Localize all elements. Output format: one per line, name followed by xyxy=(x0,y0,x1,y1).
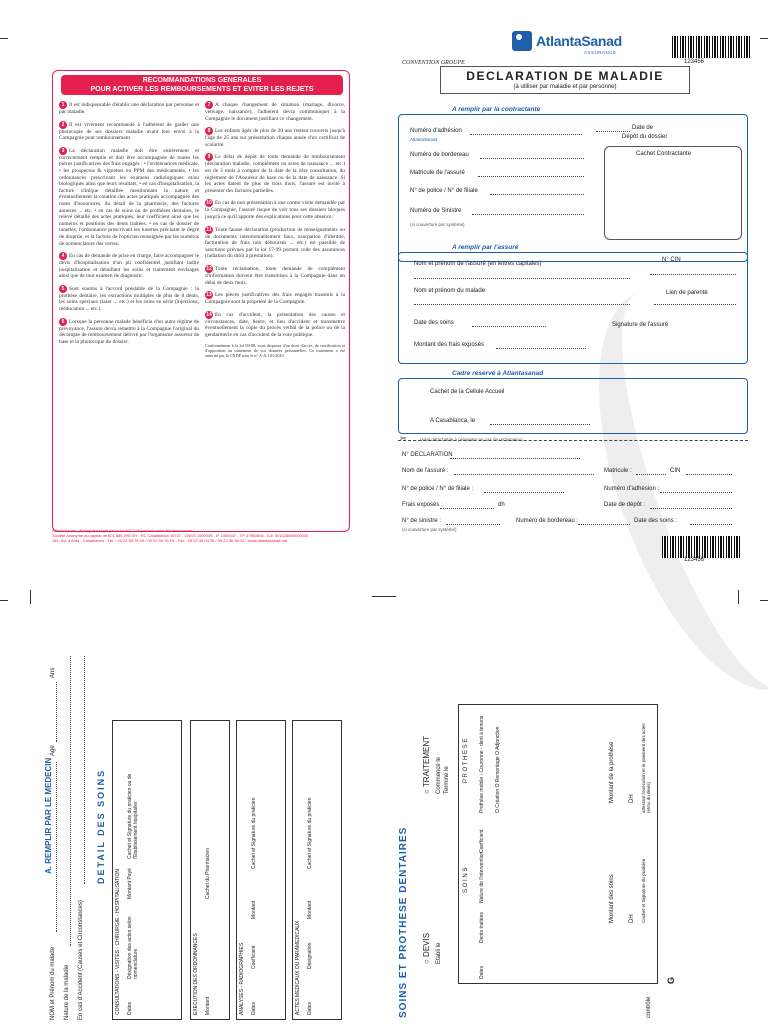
v-soins-field[interactable] xyxy=(690,524,732,525)
v-bordereau-field[interactable] xyxy=(578,524,630,525)
recommendation-text: En cas de demande de prise en charge, faire accompagner le devis d'hospitalisation d'un pli confidentiel justifiant ladite hospitalisation et détaillant les soins et traitement envisagés ainsi que de tout examen de diagnostic. xyxy=(59,253,199,280)
recommendation-number: 14 xyxy=(206,311,212,318)
crop-mark xyxy=(0,38,8,39)
recommendations-title: RECOMMANDATIONS GENERALES xyxy=(142,77,262,84)
recommendation-text: La déclaration maladie doit être entièrement et correctement remplie et doit être accompagnée de toutes les pièces justificatives des frais engagés : • l'ordonnances médicale, • les prospectus & vignettes ou PPM des médicaments, • les ordonnances prescrivant les examens radiologiques et/ou biologiques ainsi que leurs résultats, • en cas d'hospitalisation, la facture clinique détaillée mentionnant la nature et éventuellement la cotation des actes pratiqués accompagnée des notes d'honoraires, du détail de la pharmacie, des factures annexes ... etc. • en cas de soins ou de prothèses dentaires, le relevé détaillé des actes pratiqués, leur coefficient ainsi que les numéros et positions des dents traitées. • en cas de dossier de lunettes, l'ordonnance prescrivant les lunettes précisant le degré de dioptrie, et la facture de l'opticien renseignée par les numéros de nomenclature des verres. xyxy=(59,147,199,247)
recommendation-item xyxy=(59,252,199,280)
recommendation-text: Les pièces justificatives des frais engagés transmis à la Compagnie sont la propriété de la Compagnie. xyxy=(205,292,345,306)
crop-mark xyxy=(0,600,8,601)
montant-field[interactable] xyxy=(496,348,586,349)
recommendations-right-column xyxy=(205,101,345,363)
atlantasanad-logo xyxy=(512,30,622,52)
v-bordereau-label: Numéro de bordereau : xyxy=(516,518,579,524)
recommendation-item xyxy=(205,265,345,286)
medecin-ans-label: Ans xyxy=(50,667,56,678)
date-depot-field[interactable] xyxy=(596,131,630,132)
adhesion-small-label: AtlantaSanad xyxy=(410,137,438,142)
crop-mark xyxy=(760,38,768,39)
bordereau-field[interactable] xyxy=(480,158,584,159)
analyses-cachet: Cachet et Signature du praticien xyxy=(251,797,257,869)
v-frais-field[interactable] xyxy=(440,508,494,509)
actes-designation: Désignation xyxy=(307,942,313,969)
recommendation-item xyxy=(59,121,199,142)
v-adhesion-label: Numéro d'adhésion : xyxy=(604,486,660,492)
recommendation-text: Il est indispensable d'établir une déclaration par personne et par maladie. xyxy=(59,102,199,115)
consult-header: CONSULTATIONS - VISITES - CHIRURGIE - HOSPITALISATION xyxy=(115,869,121,1015)
analyses-table xyxy=(236,720,286,1020)
nom-malade-field[interactable] xyxy=(414,304,630,305)
recommendation-number: 3 xyxy=(59,147,67,155)
medecin-title: A. REMPLIR PAR LE MEDECIN xyxy=(44,757,53,874)
logo-subtitle: ASSURANCE xyxy=(584,50,617,55)
cndp-note: Conformément à la loi 09-08, vous disposez d'un droit d'accès, de rectification et d'opposition au traitement de vos données personnelles. Ce traitement a été autorisé par la CNDP sous le n° A-A-101/2010 xyxy=(205,343,345,359)
v-cin-label: CIN xyxy=(670,468,681,474)
recommendations-title-2: POUR ACTIVER LES REMBOURSEMENTS ET EVITER LES REJETS xyxy=(90,86,314,93)
footer-line-2: Société Anonyme au capital de 601.685.290 DH - RC Casablanca 16747 - CNSS 1000939 - IF 1080037 - TP 37960608 - ICE 001528889000034 xyxy=(52,533,309,538)
v-depot-label: Date de dépôt : xyxy=(604,502,646,508)
soins-dates: Dates xyxy=(479,965,485,979)
dentaire-title: SOINS ET PROTHESE DENTAIRES xyxy=(398,826,409,1018)
medecin-nom-label: NOM et Prénom du malade xyxy=(50,946,56,1020)
nom-assure-field[interactable] xyxy=(414,278,630,279)
recommendation-number: 12 xyxy=(206,265,212,272)
adhesion-field[interactable] xyxy=(470,134,582,135)
termine-label: Terminé le xyxy=(444,766,450,794)
consult-montant: Montant Payé xyxy=(127,868,133,899)
scissors-icon: ✂ xyxy=(400,434,407,443)
soins-table xyxy=(458,704,658,984)
dental-chart-g: G xyxy=(666,976,676,984)
consultations-table xyxy=(112,720,182,1020)
footer-line-3: 181, Bd. d'Anfa - Casablanca - Tél. : 05 22 95 76 00 / 05 22 95 76 16 - Fax : 05 22 36 04 36 / 05 22 36 98 12 - www.atlantasanad.ma xyxy=(52,538,288,543)
police-field[interactable] xyxy=(490,194,584,195)
medecin-nature-label: Nature de la maladie xyxy=(64,964,70,1020)
v-couverture-note: (si couverture par système) xyxy=(402,527,457,532)
medecin-page xyxy=(36,604,356,1024)
adhesion-label: Numéro d'adhésion xyxy=(410,128,462,134)
depot-dossier-label: Dépôt du dossier xyxy=(622,134,668,140)
recommendation-item xyxy=(59,285,199,313)
section-reserve-title: Cadre réservé à Atlantasanad xyxy=(452,370,544,377)
medecin-age-field[interactable] xyxy=(56,682,57,742)
crop-mark xyxy=(372,596,396,597)
recommendation-number: 11 xyxy=(206,226,212,233)
convention-label: CONVENTION GROUPE xyxy=(402,60,465,66)
cin-label: N° CIN xyxy=(662,257,681,263)
v-adhesion-field[interactable] xyxy=(660,492,732,493)
logo-text: AtlantaSanad xyxy=(536,33,622,49)
soins-dents: Dents traitées xyxy=(479,912,485,943)
cin-field[interactable] xyxy=(650,274,736,275)
recommendation-item xyxy=(205,291,345,306)
prothese-header: P R O T H E S E xyxy=(463,738,469,783)
analyses-coefficient: Coefficient xyxy=(251,945,257,969)
v-sinistre-field[interactable] xyxy=(446,524,500,525)
section-contractante-title: A remplir par la contractante xyxy=(452,106,541,113)
cachet-contractante-label: Cachet Contractante xyxy=(636,151,692,157)
footer-line-1: AtlantaSanad - Entreprise régie par la loi N°17-99 portant code des assurances. xyxy=(52,528,194,533)
execution-montant: Montant xyxy=(205,996,211,1015)
declaration-title-box xyxy=(440,66,690,94)
montant-soins-label: Montant des soins xyxy=(609,874,615,923)
parente-field[interactable] xyxy=(654,304,736,305)
recommendation-text: Toute réclamation, toute demande de complément d'information doivent être transmises à la Compagnie dans un délai de deux mois. xyxy=(205,265,345,286)
v-nom-label: Nom de l'assuré : xyxy=(402,468,449,474)
recommendation-item xyxy=(205,127,345,148)
bordereau-label: Numéro de bordereau xyxy=(410,152,469,158)
barcode-top xyxy=(672,36,752,58)
nom-assure-label: Nom et prénom de l'assuré (en lettres capitales) xyxy=(414,261,542,267)
recommendation-number: 5 xyxy=(59,285,67,293)
recommendation-number: 10 xyxy=(206,200,212,207)
consult-dates: Dates xyxy=(127,1001,133,1015)
v-police-label: N° de police / N° de filiale : xyxy=(402,486,474,492)
actes-cachet: Cachet et Signature du praticien xyxy=(307,797,313,869)
recommendation-item xyxy=(205,199,345,220)
recommendation-number: 2 xyxy=(59,121,67,129)
recommendation-number: 13 xyxy=(206,292,212,299)
prothese-cachet: attestant l'exécution et le paiement des actes (et/ou du devis) xyxy=(641,723,651,813)
recommendation-text: Sont soumis à l'accord préalable de la Compagnie : la prothèse dentaire, les extractions multiples de plus de 8 dents, les soins spéciaux (laser ... etc.) et les soins en série (injections, rééducation ... etc.). xyxy=(59,285,199,313)
recommendations-header xyxy=(61,75,343,95)
recommendation-item xyxy=(59,101,199,116)
casablanca-field[interactable] xyxy=(490,424,590,425)
matricule-field[interactable] xyxy=(478,176,584,177)
soins-header: S O I N S xyxy=(463,867,469,893)
medecin-accident-field[interactable] xyxy=(84,656,85,884)
v-dh-label: dh xyxy=(498,502,505,508)
actes-montant: Montant xyxy=(307,900,313,919)
recommendation-text: En cas de non présentation à une contre visite demandée par la Compagnie, l'assuré risque de voir tous ses dossiers bloqués jusqu'à ce qu'il apporte des explications pour cette absence. xyxy=(205,200,345,220)
controle-label: contrôle xyxy=(646,996,652,1018)
prothese-dh: DH xyxy=(629,794,635,803)
recommendation-text: Lorsque la personne malade bénéficie d'un autre régime de prévoyance, l'assuré devra remettre à la Compagnie l'original du décompte de remboursement délivré par l'organisme assureur de base et la photocopie du dossier. xyxy=(59,318,199,345)
section-reserve xyxy=(398,378,748,434)
recommendation-text: Le délai de dépôt de toute demande de remboursement (déclaration maladie, complément ou actes de naissance ... etc.) est de 3 mois à compter de la date de la 1ère consultation, du règlement de l'Assureur de base ou de la date de naissance. Si les actes datent de plus de trois mois, l'assuré est invité à présenter des factures partielles. xyxy=(205,154,345,194)
declaration-number-label: N° DECLARATION xyxy=(402,452,453,458)
detail-soins-title: DETAIL DES SOINS xyxy=(96,768,106,884)
analyses-header: ANALYSES - RADIOGRAPHIES xyxy=(239,942,245,1015)
declaration-subtitle: (à utiliser par maladie et par personne) xyxy=(513,84,617,90)
cachet-cellule-label: Cachet de la Cellule Accueil xyxy=(430,389,505,395)
barcode-top-number: 123456 xyxy=(684,59,705,65)
police-label: N° de police / N° de filiale xyxy=(410,188,478,194)
recommendation-item xyxy=(205,226,345,260)
recommendation-item xyxy=(205,311,345,339)
consult-designation: Désignation des actes selon nomenclature xyxy=(127,916,139,979)
date-depot-label: Date de xyxy=(632,125,654,131)
v-soins-label: Date des soins : xyxy=(634,518,678,524)
sinistre-label: Numéro de Sinistre xyxy=(410,208,462,214)
recommendation-number: 9 xyxy=(205,153,213,161)
casablanca-label: A Casablanca, le xyxy=(430,418,476,424)
execution-header: EXECUTION DES ORDONNANCES xyxy=(193,933,199,1015)
v-frais-label: Frais exposés : xyxy=(402,502,443,508)
v-cin-field[interactable] xyxy=(686,474,732,475)
analyses-dates: Dates xyxy=(251,1001,257,1015)
volet-note: Volet détachable à présenter en cas de réclamation xyxy=(420,437,523,442)
prothese-mobile: Prothèse mobile - Couronne - dent à tenons xyxy=(479,715,485,813)
v-police-field[interactable] xyxy=(484,492,564,493)
section-assure-title: A remplir par l'assuré xyxy=(452,244,519,251)
v-matricule-field[interactable] xyxy=(636,474,666,475)
recommendation-item xyxy=(59,147,199,247)
recommendation-item xyxy=(205,153,345,194)
recommendation-text: Les enfants âgés de plus de 20 ans restent couverts jusqu'à l'âge de 25 ans sur présentation chaque année d'un certificat de scolarité. xyxy=(205,128,345,148)
recommendation-item xyxy=(205,101,345,122)
medecin-accident-label: En cas d'Accident (Causes et Circonstances) xyxy=(78,900,84,1020)
devis-label: ○ DEVIS xyxy=(422,932,431,964)
medecin-nature-field[interactable] xyxy=(70,656,71,946)
commence-label: Commencé le xyxy=(436,756,442,794)
recommendation-number: 1 xyxy=(59,101,67,109)
v-depot-field[interactable] xyxy=(650,508,732,509)
recommendation-text: A chaque changement de situation (mariage, divorce, veuvage, naissance), l'adhérent devra communiquer à la Compagnie le document justifiant ce changement. xyxy=(205,102,345,122)
date-soins-field[interactable] xyxy=(472,326,546,327)
declaration-number-field[interactable] xyxy=(450,458,580,459)
prothese-options: O Création O Remontage O Adjonction xyxy=(495,726,501,813)
soins-nature: Nature de l'intervention xyxy=(479,851,485,903)
dentaire-page xyxy=(396,604,726,1024)
cachet-contractante-box[interactable] xyxy=(604,146,742,240)
recommendation-text: En cas d'accident, la présentation des causes et circonstances, date, heure, et lieu d'accident et transmettre éventuellement la copie du procès verbal de la police ou de la gendarmerie en cas d'accident de la voie publique. xyxy=(205,311,345,338)
traitement-text: TRAITEMENT xyxy=(422,735,431,788)
declaration-title: DECLARATION DE MALADIE xyxy=(466,69,664,83)
recommendation-text: Il est vivement recommandé à l'adhérent de garder une photocopie de ses dossiers maladie avant leur envoi à la Compagnie pour remboursement. xyxy=(59,121,199,142)
recommendation-text: Toute fausse déclaration (production de renseignements ou de documents intentionnellement faux, usurpation d'identité, facturation de frais non déboursés ... etc.) est passible de sanctions prévues par la loi 17-99 portant code des assurances (radiation du droit à prestation). xyxy=(205,226,345,260)
barcode-bottom-number: 123456 xyxy=(684,557,705,563)
v-nom-field[interactable] xyxy=(454,474,594,475)
execution-cachet: Cachet du Pharmacien xyxy=(205,848,211,899)
soins-cachet: Cachet et Signature du praticien xyxy=(641,858,646,923)
actes-header: ACTES MEDICAUX OU PARAMEDICAUX xyxy=(295,920,301,1015)
actes-table xyxy=(292,720,342,1020)
soins-dh: DH xyxy=(629,914,635,923)
signature-label: Signature de l'assuré xyxy=(612,322,669,328)
sinistre-field[interactable] xyxy=(472,214,584,215)
soins-coefficient: Coefficient xyxy=(479,829,485,853)
nom-malade-label: Nom et prénom du malade xyxy=(414,288,486,294)
medecin-age-label: Age xyxy=(50,745,56,756)
traitement-label: ○ TRAITEMENT xyxy=(422,735,431,794)
logo-icon xyxy=(512,31,532,51)
medecin-nom-field[interactable] xyxy=(56,762,57,932)
etabli-label: Etabli le xyxy=(436,942,442,964)
v-sinistre-label: N° de sinistre : xyxy=(402,518,442,524)
recommendations-footer xyxy=(52,528,352,543)
crop-mark xyxy=(30,590,31,604)
analyses-montant: Montant xyxy=(251,900,257,919)
couverture-note: (si couverture par système) xyxy=(410,222,465,227)
montant-label: Montant des frais exposés xyxy=(414,342,485,348)
v-matricule-label: Matricule : xyxy=(604,468,632,474)
actes-dates: Dates xyxy=(307,1001,313,1015)
devis-text: DEVIS xyxy=(422,932,431,957)
consult-cachet: Cachet et Signature du praticien ou de l'Etablissement hospitalier xyxy=(127,773,139,859)
recommendation-number: 8 xyxy=(205,127,213,135)
recommendations-left-column xyxy=(59,101,199,350)
recommendation-item xyxy=(59,318,199,346)
parente-label: Lien de parenté xyxy=(666,290,708,296)
matricule-label: Matricule de l'assuré xyxy=(410,170,465,176)
date-soins-label: Date des soins xyxy=(414,320,454,326)
recommendations-card xyxy=(52,70,350,532)
barcode-bottom xyxy=(662,536,742,558)
recommendation-number: 6 xyxy=(59,318,67,326)
execution-table xyxy=(190,720,230,1020)
recommendation-number: 7 xyxy=(205,101,213,109)
recommendation-number: 4 xyxy=(59,252,67,260)
montant-prothese-label: Montant de la prothèse xyxy=(609,741,615,803)
